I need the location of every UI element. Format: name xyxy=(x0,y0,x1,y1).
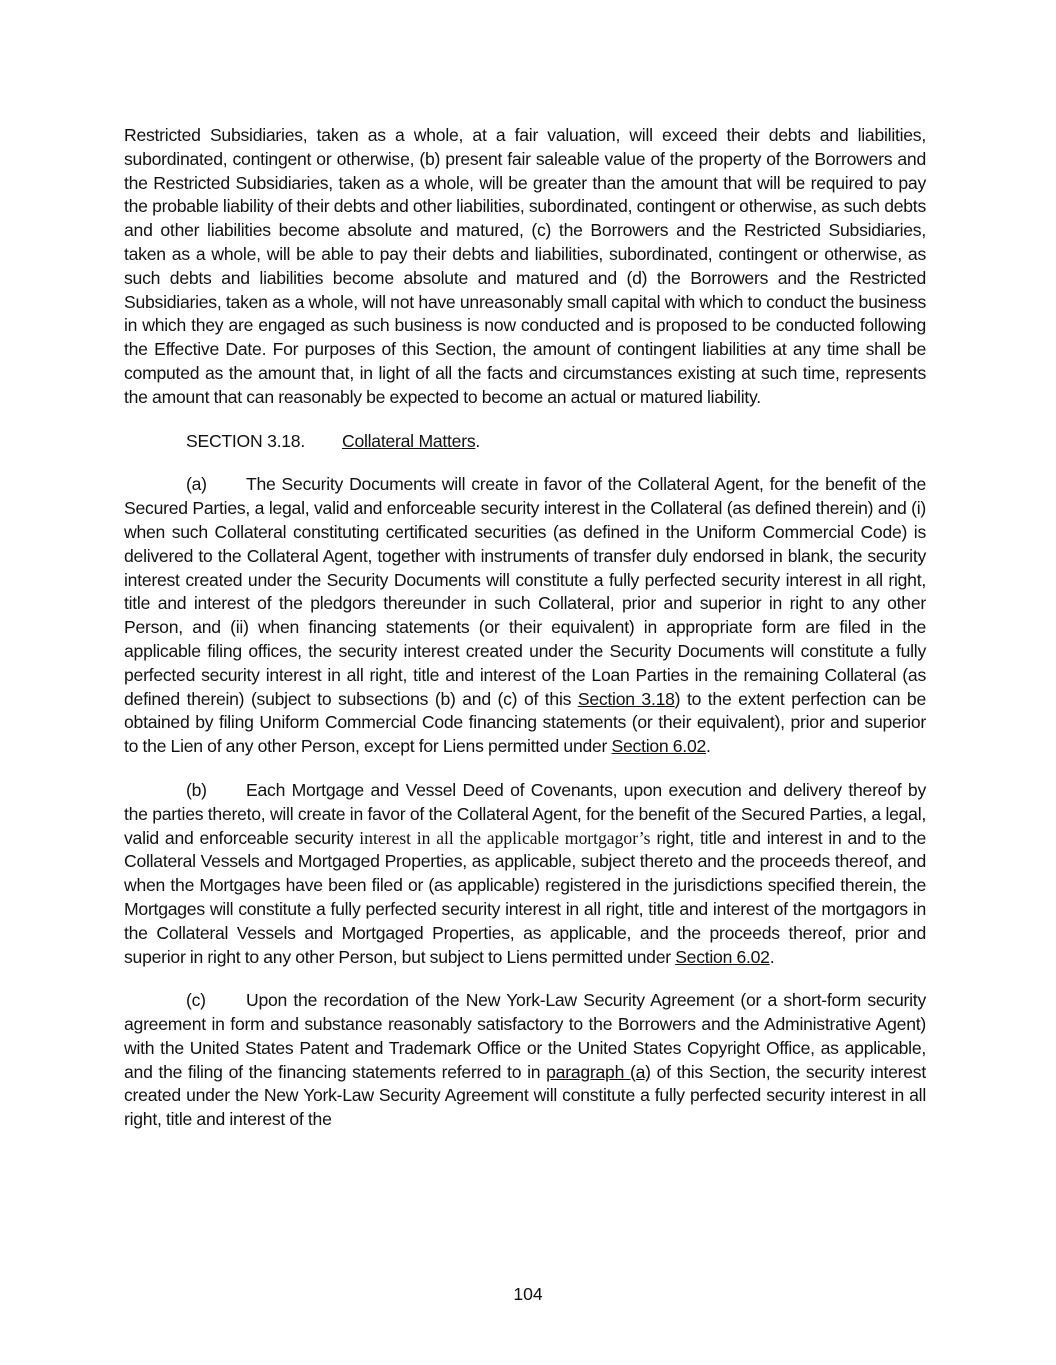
spacer xyxy=(124,410,926,430)
section-3-18-reference: Section 3.18 xyxy=(577,688,675,709)
section-title-period: . xyxy=(475,430,481,451)
section-heading xyxy=(124,430,926,454)
document-page xyxy=(124,124,926,1132)
paragraph-c-text-2: of this Section, the security interest created under the New York-Law Security Agreement will constitute a fully perfected security interest in all right, title and interest of the xyxy=(124,1061,926,1130)
page-number: 104 xyxy=(513,1284,543,1304)
paragraph-a-text-3: . xyxy=(706,736,711,757)
paragraph-a-text-2: ) to the extent perfection can be obtained by filing Uniform Commercial Code financing statements (or their equivalent), prior and superior to the Lien of any other Person, except for Liens permitted under xyxy=(124,688,926,757)
section-title: Collateral Matters xyxy=(342,430,476,451)
paragraph-b-text-1: Each Mortgage and Vessel Deed of Covenants, upon execution and delivery thereof by the parties thereto, will create in favor of the Collateral Agent, for the benefit of the Secured Parties, a legal, valid and enforceable security xyxy=(124,779,926,848)
paragraph-a-text-1: The Security Documents will create in favor of the Collateral Agent, for the benefit of the Secured Parties, a legal, valid and enforceable security interest in the Collateral (as defined therein) and (i) when such Collateral constituting certificated securities (as defined in the Uniform Commercial Code) is delivered to the Collateral Agent, together with instruments of transfer duly endorsed in blank, the security interest created under the Security Documents will constitute a fully perfected security interest in all right, title and interest of the pledgors thereunder in such Collateral, prior and superior in right to any other Person, and (ii) when financing statements (or their equivalent) in appropriate form are filed in the applicable filing offices, the security interest created under the Security Documents will constitute a fully perfected security interest in all right, title and interest of the Loan Parties in the remaining Collateral (as defined therein) (subject to subsections (b) and (c) of this xyxy=(124,474,926,709)
paragraph-b-text-2: right, title and interest in and to the Collateral Vessels and Mortgaged Properties, as applicable, subject thereto and the proceeds thereof, and when the Mortgages have been filed or (as applicable) registered in the jurisdictions specified therein, the Mortgages will constitute a fully perfected security interest in all right, title and interest of the mortgagors in the Collateral Vessels and Mortgaged Properties, as applicable, and the proceeds thereof, prior and superior in right to any other Person, but subject to Liens permitted under xyxy=(124,827,926,967)
paragraph-b-serif-text: interest in all the applicable mortgagor’s xyxy=(359,827,651,848)
paragraph-b-marker: (b) xyxy=(186,779,207,800)
paragraph-c-text-1: Upon the recordation of the New York-Law Security Agreement (or a short-form security agreement in form and substance reasonably satisfactory to the Borrowers and the Administrative Agent) with the United States Patent and Trademark Office or the United States Copyright Office, as applicable, and the filing of the financing statements referred to in xyxy=(124,990,926,1082)
section-6-02-reference: Section 6.02 xyxy=(611,736,707,757)
intro-paragraph: Restricted Subsidiaries, taken as a whole, at a fair valuation, will exceed their debts and liabilities, subordinated, contingent or otherwise, (b) present fair saleable value of the property of the Borrowers and the Restricted Subsidiaries, taken as a whole, will be greater than the amount that will be required to pay the probable liability of their debts and other liabilities, subordinated, contingent or otherwise, as such debts and other liabilities become absolute and matured, (c) the Borrowers and the Restricted Subsidiaries, taken as a whole, will be able to pay their debts and liabilities, subordinated, contingent or otherwise, as such debts and liabilities become absolute and matured and (d) the Borrowers and the Restricted Subsidiaries, taken as a whole, will not have unreasonably small capital with which to conduct the business in which they are engaged as such business is now conducted and is proposed to be conducted following the Effective Date. For purposes of this Section, the amount of contingent liabilities at any time shall be computed as the amount that, in light of all the facts and circumstances existing at such time, represents the amount that can reasonably be expected to become an actual or matured liability. xyxy=(124,125,926,407)
spacer xyxy=(124,453,926,473)
paragraph-b-text-3: . xyxy=(769,946,775,967)
spacer xyxy=(124,969,926,989)
paragraph-c xyxy=(124,989,926,1132)
section-number: SECTION 3.18. xyxy=(186,430,305,451)
paragraph-c-marker: (c) xyxy=(186,990,206,1011)
paragraph-b xyxy=(124,779,926,969)
spacer xyxy=(124,759,926,779)
paragraph-a xyxy=(124,473,926,759)
paragraph-a-marker: (a) xyxy=(186,474,207,495)
paragraph-a-reference: paragraph (a) xyxy=(546,1061,651,1082)
section-6-02-reference: Section 6.02 xyxy=(675,946,770,967)
